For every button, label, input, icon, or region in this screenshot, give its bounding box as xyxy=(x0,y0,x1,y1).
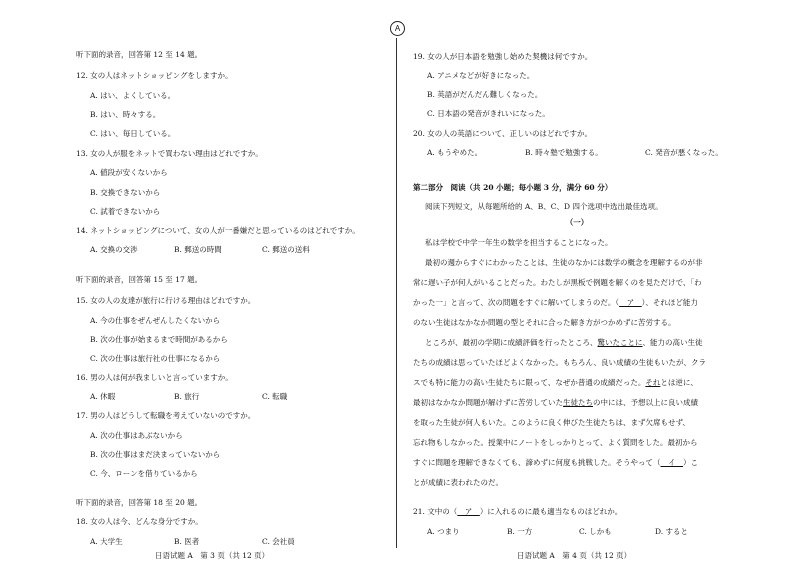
section-header: 听下面的录音，回答第 12 至 14 题。 xyxy=(76,50,203,59)
section-header: 听下面的录音，回答第 15 至 17 题。 xyxy=(76,275,203,284)
option: D. すると xyxy=(655,527,689,536)
option: A. はい、よくしている。 xyxy=(90,91,176,100)
passage-line xyxy=(413,458,698,468)
question-13: 13. 女の人が服をネットで買わない理由はどれですか。 xyxy=(76,149,263,158)
question-18: 18. 女の人は今、どんな身分ですか。 xyxy=(76,517,203,526)
option: B. 英語がだんだん難しくなった。 xyxy=(427,90,543,99)
option: A. もうやめた。 xyxy=(427,148,483,157)
option: A. 休暇 xyxy=(90,392,116,401)
text: すぐに問題を理解できなくても、諦めずに何度も挑戦した。そうやって（ xyxy=(413,458,661,467)
underlined-phrase: 驚いたことに xyxy=(597,338,643,347)
option: C. はい、毎日している。 xyxy=(90,129,176,138)
option: A. 値段が安くないから xyxy=(90,168,168,177)
passage-line xyxy=(413,378,698,388)
option: C. しかも xyxy=(579,527,612,536)
passage-line xyxy=(413,398,698,408)
option: A. アニメなどが好きになった。 xyxy=(427,71,535,80)
page-footer: 日语试题 A 第 3 页（共 12 页） xyxy=(155,551,270,560)
text: ）に入れるのに最も適当なものはどれか。 xyxy=(479,507,623,516)
text: かった一」と言って、次の問題をすぐに解いてしまうのだ。（ xyxy=(413,298,620,307)
option: C. 今、ローンを借りているから xyxy=(90,469,198,478)
passage-line: たちの成績は思っていたほどよくなかった。もちろん、良い成績の生徒もいたが、クラ xyxy=(413,358,706,367)
section-header: 听下面的录音，回答第 18 至 20 题。 xyxy=(76,498,203,507)
option: B. 次の仕事はまだ決まっていないから xyxy=(90,450,221,459)
text: とは逆に、 xyxy=(660,378,698,387)
part-instructions: 阅读下列短文，从每题所给的 A、B、C、D 四个选项中选出最佳选项。 xyxy=(425,202,663,211)
text: ）、それほど能力 xyxy=(641,298,698,307)
text: 21. 文中の（ xyxy=(413,507,458,516)
text: の中には、予想以上に良い成績 xyxy=(593,398,698,407)
question-16: 16. 男の人は何が我ましいと言っていますか。 xyxy=(76,373,233,382)
option: B. 一方 xyxy=(507,527,533,536)
passage-line: 最初の週からすぐにわかったことは、生徒のなかには数学の概念を理解するのが非 xyxy=(425,258,703,267)
underlined-phrase: それ xyxy=(645,378,661,387)
question-20: 20. 女の人の英語について、正しいのはどれですか。 xyxy=(413,129,593,138)
passage-number: （一） xyxy=(565,218,589,227)
question-17: 17. 男の人はどうして転職を考えていないのですか。 xyxy=(76,411,256,420)
question-19: 19. 女の人が日本語を勉強し始めた契機は何ですか。 xyxy=(413,52,593,61)
blank-a: ア xyxy=(619,298,642,307)
option: B. 交換できないから xyxy=(90,188,161,197)
option: C. 日本語の発音がきれいになった。 xyxy=(427,109,550,118)
part-title: 第二部分 阅读（共 20 小题；每小题 3 分，满分 60 分） xyxy=(413,183,613,192)
underlined-phrase: 生徒たち xyxy=(563,398,593,407)
paper-type-badge: A xyxy=(390,21,405,36)
question-15: 15. 女の人の友達が旅行に行ける理由はどれですか。 xyxy=(76,296,256,305)
option: A. 次の仕事はあぶないから xyxy=(90,431,183,440)
option: A. 交換の交渉 xyxy=(90,245,138,254)
option: C. 郵送の送料 xyxy=(262,245,310,254)
right-page xyxy=(397,0,794,561)
option: A. つまり xyxy=(427,527,460,536)
option: B. 時々塾で勉強する。 xyxy=(525,148,603,157)
passage-line xyxy=(413,298,698,308)
option: C. 発音が悪くなった。 xyxy=(645,148,723,157)
text: スでも特に能力の高い生徒たちに限って、なぜか普通の成績だった。 xyxy=(413,378,646,387)
question-14: 14. ネットショッピングについて、女の人が一番嫌だと思っているのはどれですか。 xyxy=(76,226,360,235)
passage-line: を取った生徒が何人もいた。このように良く伸びた生徒たちは、まず欠席もせず、 xyxy=(413,418,690,427)
option: B. 次の仕事が始まるまで時間があるから xyxy=(90,335,228,344)
option: A. 大学生 xyxy=(90,537,123,546)
question-21 xyxy=(413,507,622,517)
text: ）こ xyxy=(683,458,698,467)
passage-line: のない生徒はなかなか問題の型とそれに合った解き方がつかめずに苦労する。 xyxy=(413,318,676,327)
option: A. 今の仕事をぜんぜんしたくないから xyxy=(90,316,221,325)
option: C. 転職 xyxy=(262,392,288,401)
option: C. 試着できないから xyxy=(90,207,161,216)
passage-line: 常に遅い子が何人がいることだった。わたしが黒板で例題を解くのを見ただけで、「わ xyxy=(413,278,702,287)
passage-line xyxy=(425,338,703,348)
option: B. 郵送の時間 xyxy=(174,245,222,254)
text: 、能力の高い生徒 xyxy=(642,338,703,347)
question-12: 12. 女の人はネットショッピングをしますか。 xyxy=(76,71,233,80)
blank-i: イ xyxy=(660,458,683,467)
passage-line: とが成績に表われたのだ。 xyxy=(413,478,503,487)
page-footer: 日语试题 A 第 4 页（共 12 页） xyxy=(517,551,632,560)
option: C. 会社員 xyxy=(262,537,295,546)
blank-a: ア xyxy=(457,507,480,516)
option: C. 次の仕事は旅行社の仕事になるから xyxy=(90,354,221,363)
option: B. 医者 xyxy=(174,537,200,546)
text: ところが、最初の学期に成績評価を行ったところ、 xyxy=(425,338,598,347)
text: 最初はなかなか問題が解けずに苦労していた xyxy=(413,398,563,407)
option: B. はい、時々する。 xyxy=(90,110,161,119)
option: B. 旅行 xyxy=(174,392,200,401)
passage-line: 忘れ物もしなかった。授業中にノートをしっかりとって、よく質問をした。最初から xyxy=(413,438,698,447)
passage-line: 私は学校で中学一年生の数学を担当することになった。 xyxy=(425,238,613,247)
